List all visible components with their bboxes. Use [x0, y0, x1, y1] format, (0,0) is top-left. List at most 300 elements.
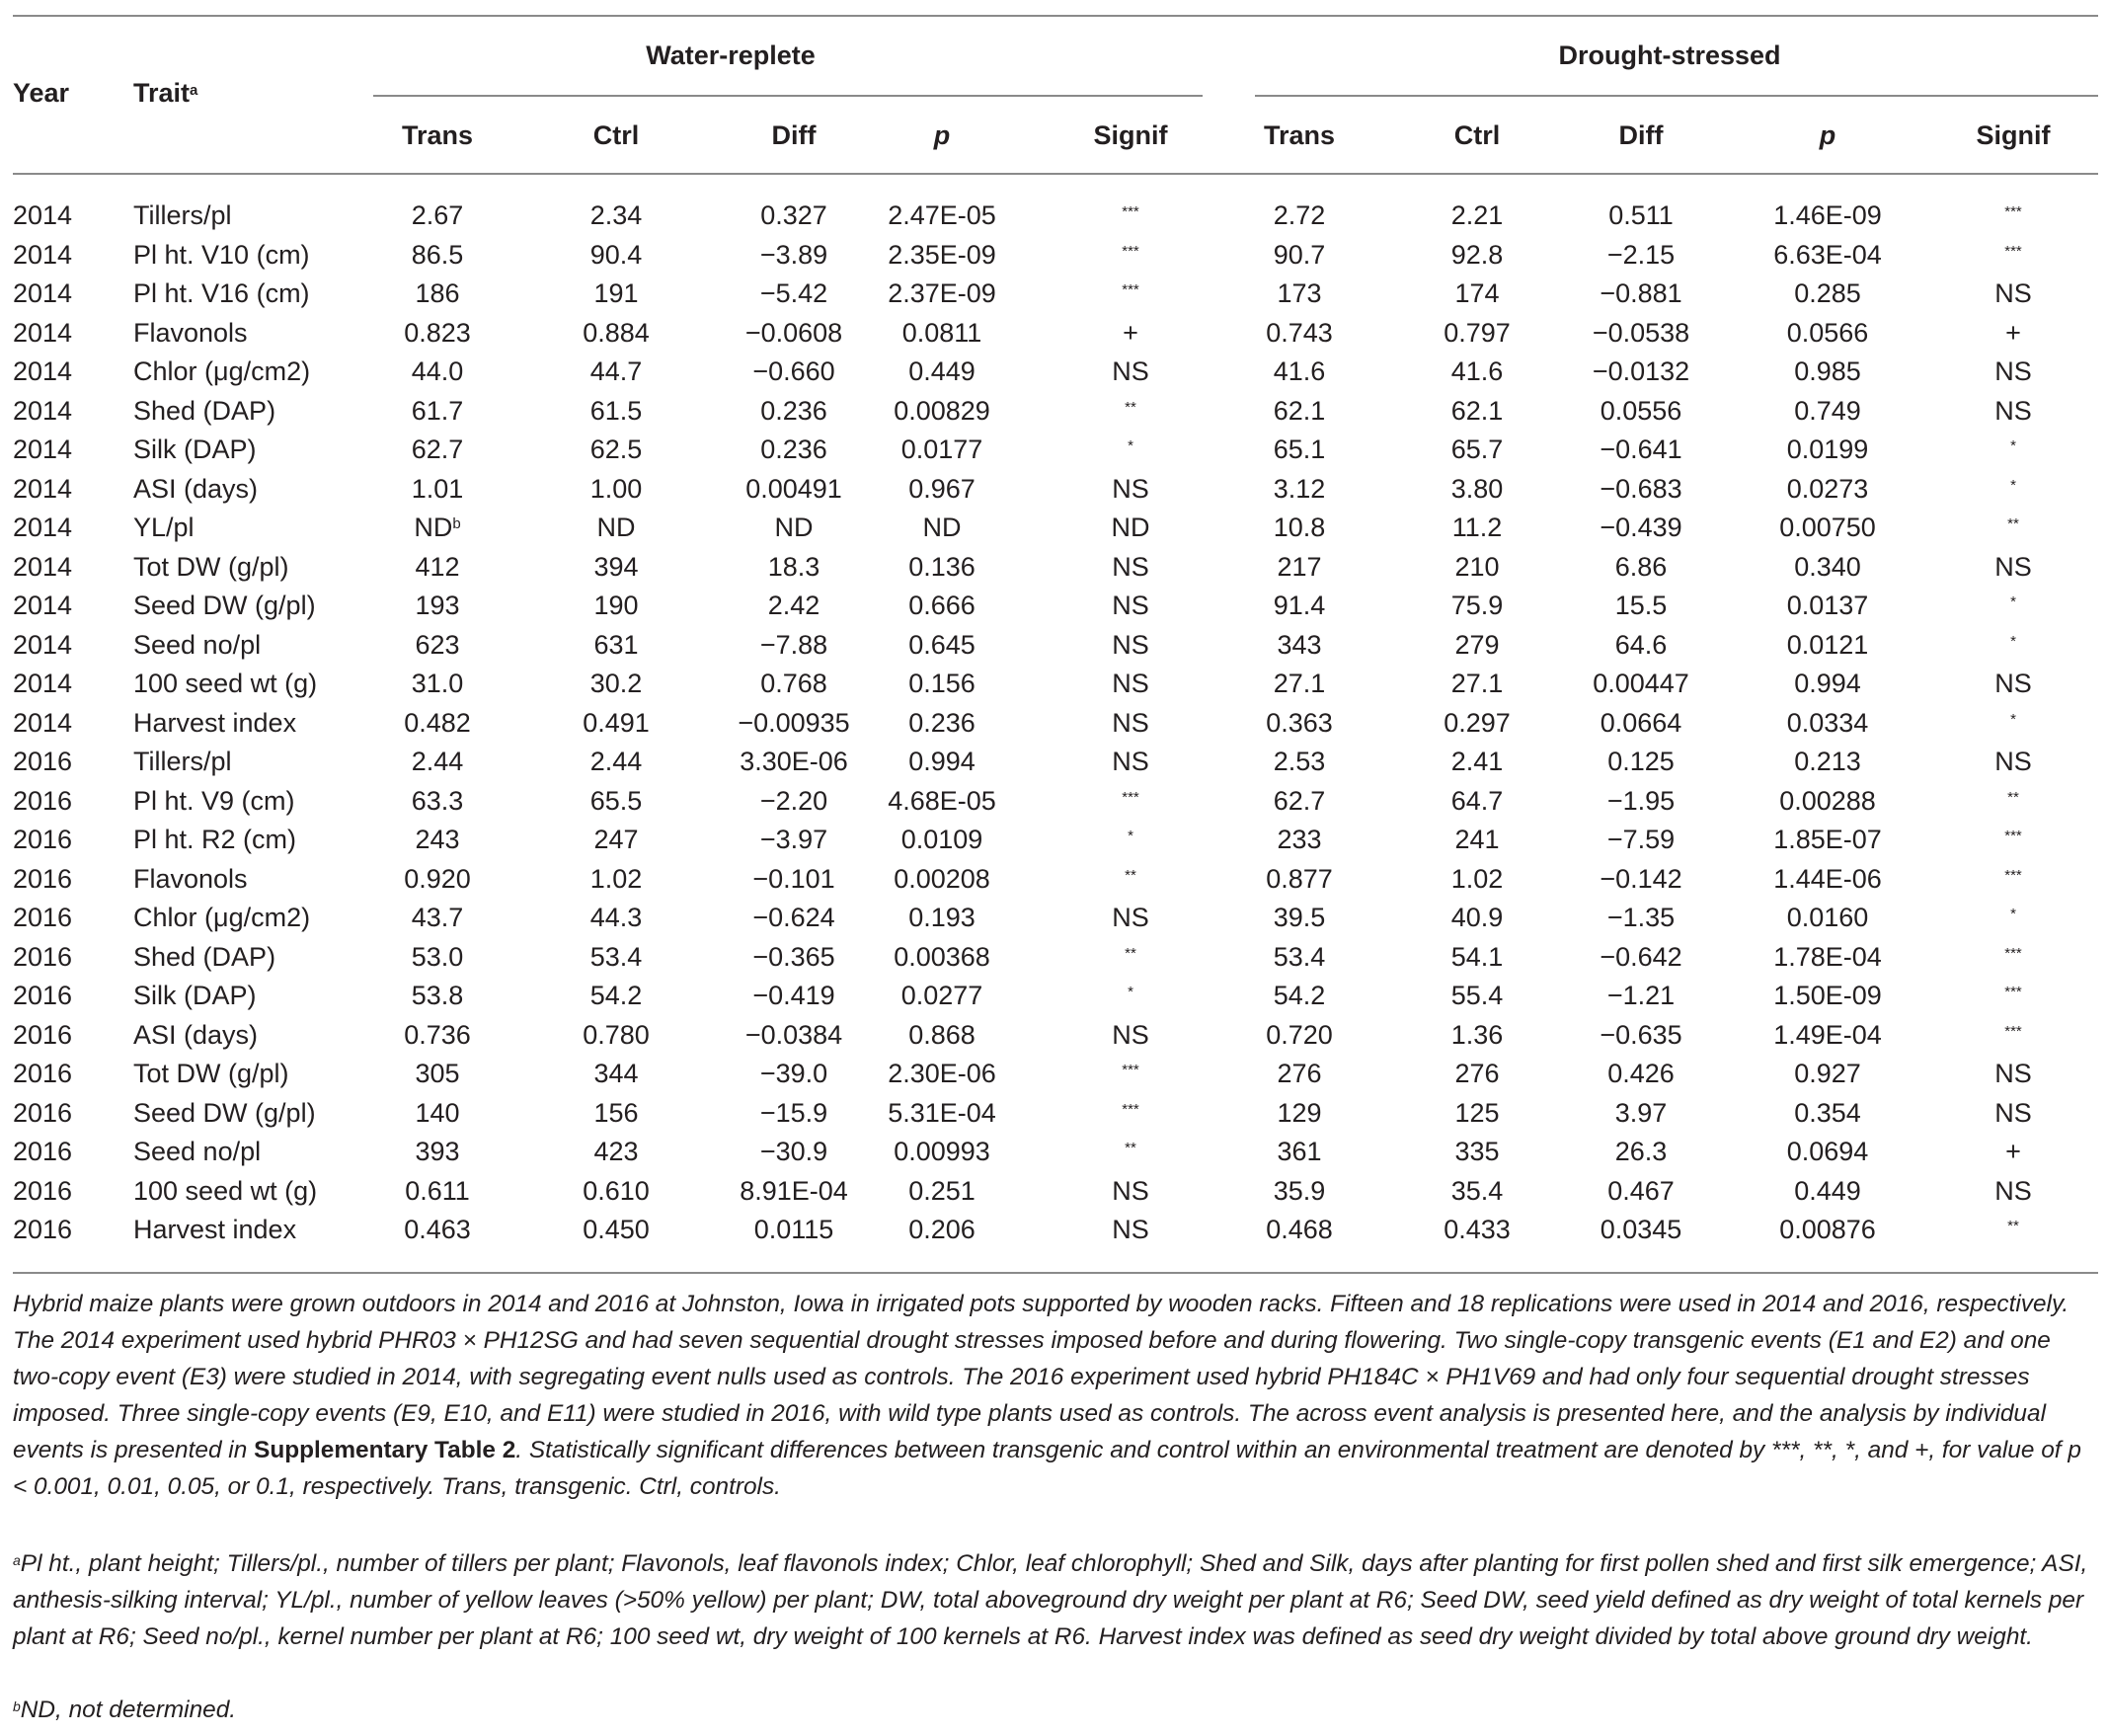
cell-ds-p: 1.49E-04 — [1773, 1019, 1882, 1050]
cell-year: 2016 — [13, 981, 73, 1010]
cell-year: 2014 — [13, 356, 73, 386]
cell-trait: Pl ht. V9 (cm) — [133, 785, 295, 816]
cell-trait: 100 seed wt (g) — [133, 669, 318, 698]
cell-ds-trans: 3.12 — [1273, 473, 1326, 504]
cell-wr-diff: 3.30E-06 — [740, 747, 848, 776]
cell-wr-trans: 393 — [415, 1137, 460, 1166]
cell-ds-p: 0.00876 — [1779, 1215, 1876, 1244]
col-header-wr-3: p — [933, 120, 951, 150]
cell-ds-diff: −0.0538 — [1592, 317, 1690, 348]
table-row — [0, 509, 2108, 548]
cell-ds-signif: *** — [2004, 944, 2022, 962]
cell-ds-p: 0.0160 — [1786, 903, 1869, 932]
cell-trait: Pl ht. V16 (cm) — [133, 278, 310, 308]
cell-wr-trans: 305 — [415, 1059, 460, 1088]
cell-wr-signif: NS — [1112, 629, 1149, 660]
cell-ds-p: 1.44E-06 — [1773, 863, 1882, 894]
cell-wr-ctrl: 65.5 — [589, 785, 643, 816]
cell-wr-trans: $ND^b$ — [414, 513, 461, 542]
table-row — [0, 431, 2108, 470]
cell-wr-ctrl: 394 — [593, 551, 639, 582]
cell-wr-p: 0.00829 — [894, 395, 990, 426]
cell-ds-diff: −0.635 — [1600, 1019, 1682, 1050]
table-row — [0, 1094, 2108, 1134]
cell-wr-ctrl: 423 — [593, 1137, 639, 1166]
cell-ds-ctrl: 174 — [1454, 278, 1500, 308]
top-rule — [13, 15, 2098, 17]
col-header-wr-2: Diff — [771, 120, 817, 150]
cell-ds-ctrl: 3.80 — [1450, 473, 1504, 504]
cell-wr-p: 0.193 — [908, 903, 976, 932]
cell-wr-trans: 0.463 — [404, 1215, 471, 1244]
cell-wr-p: ND — [922, 513, 962, 542]
cell-wr-p: 2.37E-09 — [888, 278, 996, 308]
cell-wr-diff: −0.0608 — [744, 317, 843, 348]
cell-ds-trans: 129 — [1277, 1097, 1322, 1128]
cell-wr-signif: *** — [1122, 203, 1139, 220]
cell-wr-ctrl: 0.884 — [583, 317, 650, 348]
cell-year: 2016 — [13, 1137, 73, 1166]
cell-ds-trans: 62.7 — [1273, 785, 1326, 816]
cell-ds-signif: ** — [2007, 515, 2019, 532]
cell-wr-p: 2.47E-05 — [888, 200, 996, 230]
cell-ds-signif: NS — [1994, 1059, 2032, 1088]
cell-ds-signif: + — [2005, 1137, 2021, 1166]
cell-wr-ctrl: 0.450 — [583, 1215, 650, 1244]
cell-ds-p: 0.994 — [1794, 669, 1861, 698]
cell-trait: YL/pl — [133, 513, 195, 542]
cell-ds-p: 0.0566 — [1786, 317, 1869, 348]
cell-ds-ctrl: 64.7 — [1450, 785, 1504, 816]
cell-wr-signif: ** — [1125, 866, 1136, 884]
cell-trait: Silk (DAP) — [133, 434, 257, 464]
header-trait: Trait$^a$ — [133, 78, 198, 108]
table-row — [0, 977, 2108, 1016]
cell-wr-diff: 0.236 — [760, 395, 827, 426]
cell-wr-diff: −0.0384 — [744, 1019, 843, 1050]
cell-wr-p: 0.0277 — [900, 981, 983, 1010]
cell-wr-signif: NS — [1112, 669, 1149, 698]
cell-ds-trans: 62.1 — [1273, 395, 1326, 426]
cell-ds-p: 1.85E-07 — [1773, 825, 1882, 854]
cell-wr-trans: 140 — [415, 1097, 460, 1128]
cell-wr-diff: 0.0115 — [753, 1215, 834, 1244]
table-row — [0, 899, 2108, 938]
cell-wr-signif: NS — [1112, 356, 1149, 386]
cell-ds-diff: −2.15 — [1606, 239, 1676, 270]
header-rule — [13, 173, 2098, 175]
cell-ds-signif: *** — [2004, 866, 2022, 884]
cell-ds-signif: *** — [2004, 203, 2022, 220]
cell-wr-trans: 86.5 — [411, 239, 464, 270]
cell-ds-ctrl: 41.6 — [1450, 356, 1504, 386]
cell-trait: Seed DW (g/pl) — [133, 591, 316, 620]
cell-ds-p: 0.0137 — [1786, 591, 1869, 620]
cell-wr-ctrl: 344 — [593, 1059, 639, 1088]
group-drought-stressed: Drought-stressed — [1558, 40, 1781, 70]
cell-wr-signif: * — [1128, 828, 1133, 844]
cell-wr-p: 0.136 — [908, 551, 976, 582]
cell-wr-trans: 0.736 — [404, 1019, 471, 1050]
cell-year: 2016 — [13, 747, 73, 776]
cell-year: 2016 — [13, 941, 73, 972]
cell-ds-signif: *** — [2004, 1022, 2022, 1040]
cell-ds-signif: NS — [1994, 278, 2032, 308]
cell-ds-p: 0.927 — [1794, 1059, 1861, 1088]
col-header-ds-3: p — [1819, 120, 1836, 150]
cell-wr-signif: *** — [1122, 788, 1139, 806]
cell-ds-p: 1.78E-04 — [1773, 941, 1882, 972]
cell-wr-signif: ** — [1125, 1140, 1136, 1156]
cell-trait: Tot DW (g/pl) — [133, 1059, 289, 1088]
cell-ds-trans: 39.5 — [1273, 903, 1326, 932]
cell-ds-ctrl: 27.1 — [1450, 669, 1504, 698]
cell-ds-diff: −0.642 — [1600, 941, 1682, 972]
group-water-replete: Water-replete — [646, 40, 816, 70]
cell-wr-trans: 0.482 — [404, 707, 471, 738]
group-rule-water — [373, 95, 1203, 97]
cell-ds-ctrl: 75.9 — [1450, 591, 1504, 620]
cell-wr-trans: 53.0 — [411, 941, 464, 972]
cell-wr-ctrl: 0.780 — [583, 1019, 650, 1050]
cell-wr-trans: 43.7 — [411, 903, 464, 932]
cell-wr-p: 0.994 — [908, 747, 976, 776]
cell-wr-ctrl: 62.5 — [589, 434, 643, 464]
cell-wr-trans: 2.44 — [411, 747, 464, 776]
cell-ds-trans: 65.1 — [1273, 434, 1326, 464]
cell-wr-signif: ** — [1125, 944, 1136, 962]
cell-wr-trans: 44.0 — [411, 356, 464, 386]
cell-wr-p: 0.156 — [908, 669, 976, 698]
table-row — [0, 275, 2108, 314]
cell-ds-trans: 217 — [1277, 551, 1322, 582]
cell-ds-signif: NS — [1994, 551, 2032, 582]
table-row — [0, 1211, 2108, 1250]
cell-ds-signif: NS — [1994, 747, 2032, 776]
cell-ds-trans: 361 — [1277, 1137, 1322, 1166]
cell-wr-signif: *** — [1122, 1100, 1139, 1118]
table-row — [0, 782, 2108, 822]
cell-wr-trans: 412 — [415, 551, 460, 582]
cell-wr-p: 0.868 — [908, 1019, 976, 1050]
cell-ds-diff: 0.125 — [1607, 747, 1675, 776]
cell-ds-signif: * — [2010, 632, 2016, 650]
cell-ds-p: 0.285 — [1794, 278, 1861, 308]
cell-ds-trans: 53.4 — [1273, 941, 1326, 972]
cell-wr-signif: NS — [1112, 551, 1149, 582]
table-row — [0, 236, 2108, 276]
table-row — [0, 1016, 2108, 1056]
cell-ds-signif: NS — [1994, 1097, 2032, 1128]
cell-ds-diff: 3.97 — [1614, 1097, 1668, 1128]
cell-wr-ctrl: 191 — [593, 278, 639, 308]
cell-wr-p: 0.666 — [908, 591, 976, 620]
cell-year: 2016 — [13, 863, 73, 894]
cell-ds-ctrl: 40.9 — [1450, 903, 1504, 932]
cell-wr-signif: NS — [1112, 591, 1149, 620]
cell-wr-signif: NS — [1112, 473, 1149, 504]
supplementary-link[interactable]: Supplementary Table 2 — [254, 1437, 516, 1463]
cell-ds-ctrl: 335 — [1454, 1137, 1500, 1166]
cell-wr-p: 4.68E-05 — [888, 785, 996, 816]
cell-ds-diff: −1.21 — [1606, 981, 1676, 1010]
table-row — [0, 1055, 2108, 1094]
cell-wr-signif: NS — [1112, 747, 1149, 776]
cell-wr-trans: 62.7 — [411, 434, 464, 464]
cell-ds-signif: NS — [1994, 356, 2032, 386]
table-row — [0, 860, 2108, 900]
cell-wr-diff: −3.89 — [759, 239, 828, 270]
cell-wr-diff: −0.624 — [752, 903, 835, 932]
cell-wr-ctrl: 2.34 — [589, 200, 643, 230]
cell-ds-diff: −0.683 — [1600, 473, 1682, 504]
cell-wr-diff: −0.419 — [752, 981, 835, 1010]
cell-ds-diff: 0.0664 — [1600, 707, 1682, 738]
cell-ds-diff: −0.0132 — [1592, 356, 1690, 386]
cell-wr-ctrl: 190 — [593, 591, 639, 620]
table-row — [0, 1133, 2108, 1172]
cell-wr-signif: NS — [1112, 1019, 1149, 1050]
cell-ds-trans: 2.53 — [1273, 747, 1326, 776]
cell-ds-ctrl: 241 — [1454, 825, 1500, 854]
cell-ds-trans: 233 — [1277, 825, 1322, 854]
cell-wr-p: 0.449 — [908, 356, 976, 386]
cell-wr-signif: * — [1128, 984, 1133, 1000]
cell-wr-ctrl: 53.4 — [589, 941, 643, 972]
cell-wr-signif: NS — [1112, 1175, 1149, 1206]
cell-ds-p: 0.449 — [1794, 1175, 1861, 1206]
cell-wr-diff: −0.101 — [752, 863, 835, 894]
cell-trait: Flavonols — [133, 863, 248, 894]
cell-ds-trans: 0.468 — [1266, 1215, 1333, 1244]
cell-ds-diff: −1.35 — [1606, 903, 1676, 932]
cell-ds-diff: −1.95 — [1606, 785, 1676, 816]
cell-ds-signif: * — [2010, 593, 2016, 610]
cell-wr-trans: 31.0 — [411, 669, 464, 698]
cell-year: 2014 — [13, 239, 73, 270]
cell-ds-trans: 0.877 — [1266, 863, 1333, 894]
cell-ds-trans: 91.4 — [1273, 591, 1326, 620]
cell-wr-p: 0.00993 — [894, 1137, 990, 1166]
cell-wr-p: 0.251 — [908, 1175, 976, 1206]
cell-trait: ASI (days) — [133, 1019, 259, 1050]
cell-ds-p: 0.0334 — [1786, 707, 1869, 738]
cell-wr-p: 0.0177 — [900, 434, 983, 464]
cell-ds-diff: 0.511 — [1608, 200, 1674, 230]
cell-year: 2016 — [13, 1059, 73, 1088]
cell-wr-signif: ** — [1125, 398, 1136, 416]
cell-ds-diff: 0.00447 — [1593, 669, 1689, 698]
cell-year: 2016 — [13, 1215, 73, 1244]
col-header-wr-4: Signif — [1093, 120, 1168, 150]
cell-year: 2016 — [13, 825, 73, 854]
cell-wr-p: 0.645 — [908, 629, 976, 660]
cell-wr-ctrl: 2.44 — [589, 747, 643, 776]
cell-trait: Shed (DAP) — [133, 941, 276, 972]
cell-ds-trans: 90.7 — [1273, 239, 1326, 270]
cell-ds-signif: * — [2010, 906, 2016, 922]
table-row — [0, 704, 2108, 744]
cell-wr-signif: *** — [1122, 1062, 1139, 1078]
cell-ds-signif: NS — [1994, 1175, 2032, 1206]
cell-ds-p: 0.354 — [1794, 1097, 1861, 1128]
cell-ds-diff: 0.0556 — [1600, 395, 1682, 426]
cell-ds-p: 6.63E-04 — [1773, 239, 1882, 270]
cell-wr-ctrl: 0.610 — [583, 1175, 650, 1206]
cell-year: 2014 — [13, 629, 73, 660]
cell-wr-p: 0.236 — [908, 707, 976, 738]
cell-wr-trans: 193 — [415, 591, 460, 620]
cell-trait: Pl ht. V10 (cm) — [133, 239, 310, 270]
cell-ds-p: 0.749 — [1794, 395, 1861, 426]
cell-wr-ctrl: 44.7 — [589, 356, 643, 386]
cell-wr-trans: 0.823 — [404, 317, 471, 348]
cell-ds-ctrl: 92.8 — [1450, 239, 1504, 270]
cell-ds-diff: 0.467 — [1607, 1175, 1675, 1206]
table-row — [0, 821, 2108, 860]
cell-ds-trans: 276 — [1277, 1059, 1322, 1088]
cell-wr-diff: −7.88 — [759, 629, 828, 660]
cell-ds-signif: * — [2010, 710, 2016, 728]
cell-trait: Shed (DAP) — [133, 395, 276, 426]
cell-ds-trans: 2.72 — [1273, 200, 1326, 230]
cell-wr-diff: 0.00491 — [745, 473, 842, 504]
cell-wr-diff: −15.9 — [759, 1097, 828, 1128]
cell-year: 2016 — [13, 903, 73, 932]
cell-wr-p: 0.206 — [908, 1215, 976, 1244]
cell-ds-p: 0.985 — [1794, 356, 1861, 386]
cell-wr-signif: ND — [1111, 513, 1150, 542]
cell-ds-trans: 41.6 — [1273, 356, 1326, 386]
table-row — [0, 1172, 2108, 1212]
cell-ds-ctrl: 0.433 — [1444, 1215, 1511, 1244]
cell-wr-diff: −0.660 — [752, 356, 835, 386]
cell-year: 2016 — [13, 1019, 73, 1050]
cell-ds-diff: −0.439 — [1600, 513, 1682, 542]
cell-wr-ctrl: 1.02 — [589, 863, 643, 894]
cell-year: 2014 — [13, 707, 73, 738]
col-header-ds-1: Ctrl — [1453, 120, 1501, 150]
cell-year: 2014 — [13, 200, 73, 230]
cell-ds-trans: 343 — [1277, 629, 1322, 660]
cell-ds-ctrl: 210 — [1454, 551, 1500, 582]
cell-ds-diff: 0.0345 — [1600, 1215, 1682, 1244]
cell-trait: Harvest index — [133, 707, 297, 738]
cell-wr-signif: *** — [1122, 242, 1139, 260]
cell-trait: Tillers/pl — [133, 200, 232, 230]
cell-ds-trans: 35.9 — [1273, 1175, 1326, 1206]
table-row — [0, 587, 2108, 626]
group-rule-drought — [1255, 95, 2098, 97]
cell-trait: Pl ht. R2 (cm) — [133, 825, 297, 854]
cell-ds-p: 0.0694 — [1786, 1137, 1869, 1166]
cell-ds-ctrl: 1.02 — [1450, 863, 1504, 894]
cell-year: 2014 — [13, 395, 73, 426]
cell-ds-trans: 54.2 — [1273, 981, 1326, 1010]
table-caption: Hybrid maize plants were grown outdoors in 2014 and 2016 at Johnston, Iowa in irrigated pots supported by wooden racks. Fifteen and 18 replications were used in 2014 and 2016, respectively. The 2014 experiment used hybrid PHR03 × PH12SG and had seven sequential drought stresses imposed before and during flowering. Two single-copy transgenic events (E1 and E2) and one two-copy event (E3) were studied in 2014, with segregating event nulls used as controls. The 2016 experiment used hybrid PH184C × PH1V69 and had only four sequential drought stresses imposed. Three single-copy events (E9, E10, and E11) were studied in 2016, with wild type plants used as controls. The across event analysis is presented here, and the analysis by individual events is presented in Supplementary Table 2. Statistically significant differences between transgenic and control within an environmental treatment are denoted by ***, **, *, and +, for value of p < 0.001, 0.01, 0.05, or 0.1, respectively. Trans, transgenic. Ctrl, controls. — [13, 1291, 2081, 1500]
cell-ds-ctrl: 2.21 — [1450, 200, 1504, 230]
cell-year: 2014 — [13, 513, 73, 542]
cell-wr-diff: 2.42 — [767, 591, 820, 620]
cell-ds-signif: * — [2010, 476, 2016, 494]
table-row — [0, 548, 2108, 588]
cell-wr-ctrl: 156 — [593, 1097, 639, 1128]
bottom-rule — [13, 1272, 2098, 1274]
cell-wr-diff: −0.00935 — [738, 707, 850, 738]
table-row — [0, 314, 2108, 354]
cell-trait: Seed no/pl — [133, 629, 262, 660]
cell-trait: Flavonols — [133, 317, 248, 348]
cell-ds-signif: *** — [2004, 828, 2022, 844]
cell-wr-diff: −5.42 — [759, 278, 828, 308]
cell-ds-signif: NS — [1994, 669, 2032, 698]
cell-ds-ctrl: 55.4 — [1450, 981, 1504, 1010]
cell-wr-ctrl: 54.2 — [589, 981, 643, 1010]
cell-ds-diff: 26.3 — [1614, 1137, 1668, 1166]
cell-wr-signif: NS — [1112, 903, 1149, 932]
cell-wr-diff: −3.97 — [759, 825, 828, 854]
cell-ds-ctrl: 1.36 — [1450, 1019, 1504, 1050]
cell-wr-ctrl: ND — [596, 513, 636, 542]
cell-ds-signif: *** — [2004, 984, 2022, 1000]
cell-wr-trans: 1.01 — [411, 473, 464, 504]
cell-year: 2016 — [13, 1175, 73, 1206]
footnote-b: $^b$ND, not determined. — [13, 1697, 237, 1723]
cell-wr-ctrl: 0.491 — [583, 707, 650, 738]
cell-wr-p: 0.0811 — [901, 317, 982, 348]
cell-ds-p: 0.213 — [1794, 747, 1861, 776]
cell-year: 2014 — [13, 551, 73, 582]
cell-wr-ctrl: 61.5 — [589, 395, 643, 426]
cell-wr-diff: 0.236 — [760, 434, 827, 464]
cell-wr-p: 0.00208 — [894, 863, 990, 894]
cell-trait: ASI (days) — [133, 473, 259, 504]
cell-ds-ctrl: 65.7 — [1450, 434, 1504, 464]
cell-wr-diff: 0.768 — [760, 669, 827, 698]
cell-year: 2014 — [13, 591, 73, 620]
cell-ds-signif: + — [2005, 317, 2021, 348]
cell-ds-p: 0.0121 — [1786, 629, 1869, 660]
cell-trait: 100 seed wt (g) — [133, 1175, 318, 1206]
cell-wr-trans: 0.611 — [405, 1175, 470, 1206]
cell-wr-ctrl: 1.00 — [589, 473, 643, 504]
cell-wr-p: 0.0109 — [900, 825, 983, 854]
col-header-ds-4: Signif — [1976, 120, 2051, 150]
cell-ds-trans: 0.363 — [1266, 707, 1333, 738]
cell-ds-diff: 15.5 — [1614, 591, 1668, 620]
table-row — [0, 626, 2108, 666]
table-body — [0, 197, 2108, 1250]
cell-wr-trans: 623 — [415, 629, 460, 660]
cell-year: 2014 — [13, 317, 73, 348]
cell-ds-ctrl: 125 — [1454, 1097, 1500, 1128]
cell-ds-ctrl: 54.1 — [1450, 941, 1504, 972]
cell-year: 2014 — [13, 434, 73, 464]
cell-ds-diff: 0.426 — [1607, 1059, 1675, 1088]
col-header-ds-0: Trans — [1263, 120, 1336, 150]
cell-ds-ctrl: 62.1 — [1450, 395, 1504, 426]
cell-ds-trans: 173 — [1277, 278, 1322, 308]
cell-ds-trans: 27.1 — [1273, 669, 1326, 698]
cell-ds-ctrl: 279 — [1454, 629, 1500, 660]
cell-ds-p: 0.00750 — [1779, 513, 1876, 542]
col-header-wr-1: Ctrl — [592, 120, 640, 150]
cell-trait: Tot DW (g/pl) — [133, 551, 289, 582]
cell-wr-ctrl: 631 — [593, 629, 639, 660]
cell-ds-trans: 0.720 — [1266, 1019, 1333, 1050]
cell-trait: Tillers/pl — [133, 747, 232, 776]
cell-year: 2016 — [13, 1097, 73, 1128]
